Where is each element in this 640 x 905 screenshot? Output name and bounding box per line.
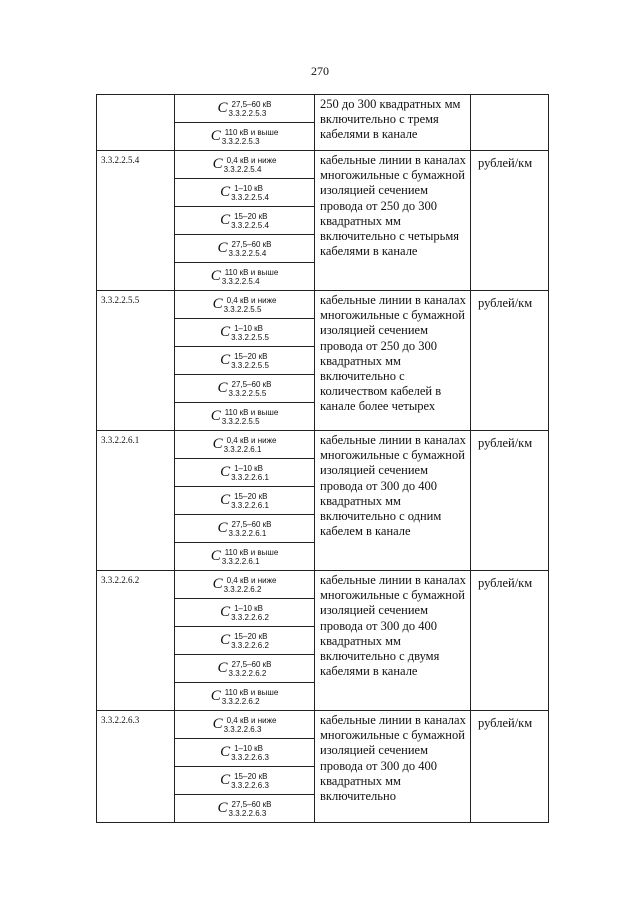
symbol-index: 3.3.2.2.6.1 bbox=[223, 444, 262, 454]
symbol-letter: C bbox=[210, 548, 221, 565]
item-unit: рублей/км bbox=[471, 151, 549, 291]
rate-symbol bbox=[175, 515, 315, 543]
symbol-index: 3.3.2.2.5.5 bbox=[231, 332, 269, 342]
symbol-letter: C bbox=[212, 296, 223, 313]
item-code: 3.3.2.2.6.2 bbox=[97, 571, 175, 711]
symbol-letter: C bbox=[210, 688, 221, 705]
symbol-letter: C bbox=[210, 128, 221, 145]
symbol-letter: C bbox=[210, 408, 221, 425]
rate-symbol bbox=[175, 431, 315, 459]
item-description: кабельные линии в каналах многожильные с бумажной изоляцией сечением провода от 300 до 400 квадратных мм включительно bbox=[315, 711, 471, 823]
voltage-class: 1–10 кВ bbox=[234, 323, 263, 333]
symbol-letter: C bbox=[217, 520, 228, 537]
item-description: 250 до 300 квадратных мм включительно с тремя кабелями в канале bbox=[315, 95, 471, 151]
symbol-index: 3.3.2.2.5.4 bbox=[223, 164, 262, 174]
symbol-letter: C bbox=[220, 604, 231, 621]
voltage-class: 1–10 кВ bbox=[234, 603, 263, 613]
symbol-index: 3.3.2.2.5.4 bbox=[231, 192, 269, 202]
symbol-letter: C bbox=[212, 436, 223, 453]
symbol-index: 3.3.2.2.5.4 bbox=[221, 276, 260, 286]
symbol-index: 3.3.2.2.6.2 bbox=[231, 612, 269, 622]
symbol-letter: C bbox=[217, 380, 228, 397]
rate-symbol bbox=[175, 319, 315, 347]
rate-symbol bbox=[175, 291, 315, 319]
table-row bbox=[97, 95, 549, 123]
rate-symbol bbox=[175, 459, 315, 487]
rate-symbol bbox=[175, 683, 315, 711]
symbol-index: 3.3.2.2.5.4 bbox=[231, 220, 269, 230]
symbol-letter: C bbox=[212, 156, 223, 173]
voltage-class: 15–20 кВ bbox=[234, 631, 268, 641]
symbol-letter: C bbox=[220, 352, 231, 369]
item-unit: рублей/км bbox=[471, 711, 549, 823]
voltage-class: 110 кВ и выше bbox=[224, 547, 279, 557]
symbol-index: 3.3.2.2.6.2 bbox=[223, 584, 262, 594]
rate-symbol bbox=[175, 739, 315, 767]
item-unit: рублей/км bbox=[471, 431, 549, 571]
rate-symbol bbox=[175, 711, 315, 739]
rate-symbol bbox=[175, 543, 315, 571]
rate-symbol bbox=[175, 487, 315, 515]
symbol-letter: C bbox=[210, 268, 221, 285]
voltage-class: 110 кВ и выше bbox=[224, 407, 279, 417]
voltage-class: 110 кВ и выше bbox=[224, 687, 279, 697]
symbol-letter: C bbox=[220, 212, 231, 229]
symbol-letter: C bbox=[220, 324, 231, 341]
symbol-letter: C bbox=[217, 660, 228, 677]
symbol-index: 3.3.2.2.6.3 bbox=[231, 780, 269, 790]
symbol-index: 3.3.2.2.6.3 bbox=[223, 724, 262, 734]
item-description: кабельные линии в каналах многожильные с бумажной изоляцией сечением провода от 250 до 300 квадратных мм включительно с количеством кабелей в канале более четырех bbox=[315, 291, 471, 431]
item-description: кабельные линии в каналах многожильные с бумажной изоляцией сечением провода от 250 до 300 квадратных мм включительно с четырьмя кабелями в канале bbox=[315, 151, 471, 291]
rate-symbol bbox=[175, 767, 315, 795]
rate-symbol bbox=[175, 627, 315, 655]
table-row bbox=[97, 711, 549, 739]
symbol-index: 3.3.2.2.5.3 bbox=[228, 108, 267, 118]
symbol-letter: C bbox=[220, 744, 231, 761]
item-unit bbox=[471, 95, 549, 151]
voltage-class: 1–10 кВ bbox=[234, 463, 263, 473]
rate-symbol bbox=[175, 123, 315, 151]
symbol-index: 3.3.2.2.6.1 bbox=[228, 528, 267, 538]
symbol-index: 3.3.2.2.6.1 bbox=[231, 472, 269, 482]
symbol-letter: C bbox=[220, 632, 231, 649]
item-description: кабельные линии в каналах многожильные с бумажной изоляцией сечением провода от 300 до 400 квадратных мм включительно с двумя кабелями в канале bbox=[315, 571, 471, 711]
voltage-class: 0,4 кВ и ниже bbox=[226, 575, 277, 585]
symbol-index: 3.3.2.2.5.4 bbox=[228, 248, 267, 258]
symbol-letter: C bbox=[217, 100, 228, 117]
rate-symbol bbox=[175, 151, 315, 179]
voltage-class: 27,5–60 кВ bbox=[231, 239, 272, 249]
symbol-index: 3.3.2.2.5.3 bbox=[221, 136, 260, 146]
symbol-index: 3.3.2.2.5.5 bbox=[228, 388, 267, 398]
item-unit: рублей/км bbox=[471, 291, 549, 431]
item-code: 3.3.2.2.5.4 bbox=[97, 151, 175, 291]
voltage-class: 0,4 кВ и ниже bbox=[226, 435, 277, 445]
symbol-index: 3.3.2.2.6.1 bbox=[221, 556, 260, 566]
table-row bbox=[97, 151, 549, 179]
voltage-class: 15–20 кВ bbox=[234, 211, 268, 221]
table-row bbox=[97, 431, 549, 459]
tariff-table bbox=[96, 94, 549, 823]
page-number: 270 bbox=[311, 64, 329, 78]
symbol-letter: C bbox=[220, 772, 231, 789]
rate-symbol bbox=[175, 375, 315, 403]
item-code: 3.3.2.2.5.5 bbox=[97, 291, 175, 431]
rate-symbol bbox=[175, 347, 315, 375]
voltage-class: 0,4 кВ и ниже bbox=[226, 155, 277, 165]
voltage-class: 27,5–60 кВ bbox=[231, 519, 272, 529]
rate-symbol bbox=[175, 795, 315, 823]
voltage-class: 15–20 кВ bbox=[234, 491, 268, 501]
rate-symbol bbox=[175, 655, 315, 683]
symbol-letter: C bbox=[220, 184, 231, 201]
item-code bbox=[97, 95, 175, 151]
rate-symbol bbox=[175, 235, 315, 263]
symbol-letter: C bbox=[212, 576, 223, 593]
voltage-class: 110 кВ и выше bbox=[224, 267, 279, 277]
voltage-class: 1–10 кВ bbox=[234, 743, 263, 753]
item-code: 3.3.2.2.6.1 bbox=[97, 431, 175, 571]
symbol-index: 3.3.2.2.6.2 bbox=[231, 640, 269, 650]
rate-symbol bbox=[175, 599, 315, 627]
table-row bbox=[97, 291, 549, 319]
symbol-letter: C bbox=[217, 240, 228, 257]
voltage-class: 1–10 кВ bbox=[234, 183, 263, 193]
symbol-index: 3.3.2.2.6.2 bbox=[221, 696, 260, 706]
symbol-letter: C bbox=[220, 464, 231, 481]
rate-symbol bbox=[175, 263, 315, 291]
symbol-letter: C bbox=[212, 716, 223, 733]
voltage-class: 0,4 кВ и ниже bbox=[226, 715, 277, 725]
symbol-index: 3.3.2.2.6.3 bbox=[228, 808, 267, 818]
symbol-index: 3.3.2.2.6.3 bbox=[231, 752, 269, 762]
symbol-index: 3.3.2.2.5.5 bbox=[221, 416, 260, 426]
table-row bbox=[97, 571, 549, 599]
voltage-class: 27,5–60 кВ bbox=[231, 99, 272, 109]
rate-symbol bbox=[175, 179, 315, 207]
voltage-class: 27,5–60 кВ bbox=[231, 659, 272, 669]
rate-symbol bbox=[175, 571, 315, 599]
symbol-letter: C bbox=[220, 492, 231, 509]
voltage-class: 15–20 кВ bbox=[234, 771, 268, 781]
voltage-class: 27,5–60 кВ bbox=[231, 799, 272, 809]
item-description: кабельные линии в каналах многожильные с бумажной изоляцией сечением провода от 300 до 400 квадратных мм включительно с одним кабелем в канале bbox=[315, 431, 471, 571]
rate-symbol bbox=[175, 207, 315, 235]
symbol-index: 3.3.2.2.6.2 bbox=[228, 668, 267, 678]
symbol-letter: C bbox=[217, 800, 228, 817]
voltage-class: 27,5–60 кВ bbox=[231, 379, 272, 389]
rate-symbol bbox=[175, 403, 315, 431]
item-unit: рублей/км bbox=[471, 571, 549, 711]
symbol-index: 3.3.2.2.6.1 bbox=[231, 500, 269, 510]
symbol-index: 3.3.2.2.5.5 bbox=[231, 360, 269, 370]
voltage-class: 15–20 кВ bbox=[234, 351, 268, 361]
voltage-class: 0,4 кВ и ниже bbox=[226, 295, 277, 305]
voltage-class: 110 кВ и выше bbox=[224, 127, 279, 137]
item-code: 3.3.2.2.6.3 bbox=[97, 711, 175, 823]
symbol-index: 3.3.2.2.5.5 bbox=[223, 304, 262, 314]
rate-symbol bbox=[175, 95, 315, 123]
